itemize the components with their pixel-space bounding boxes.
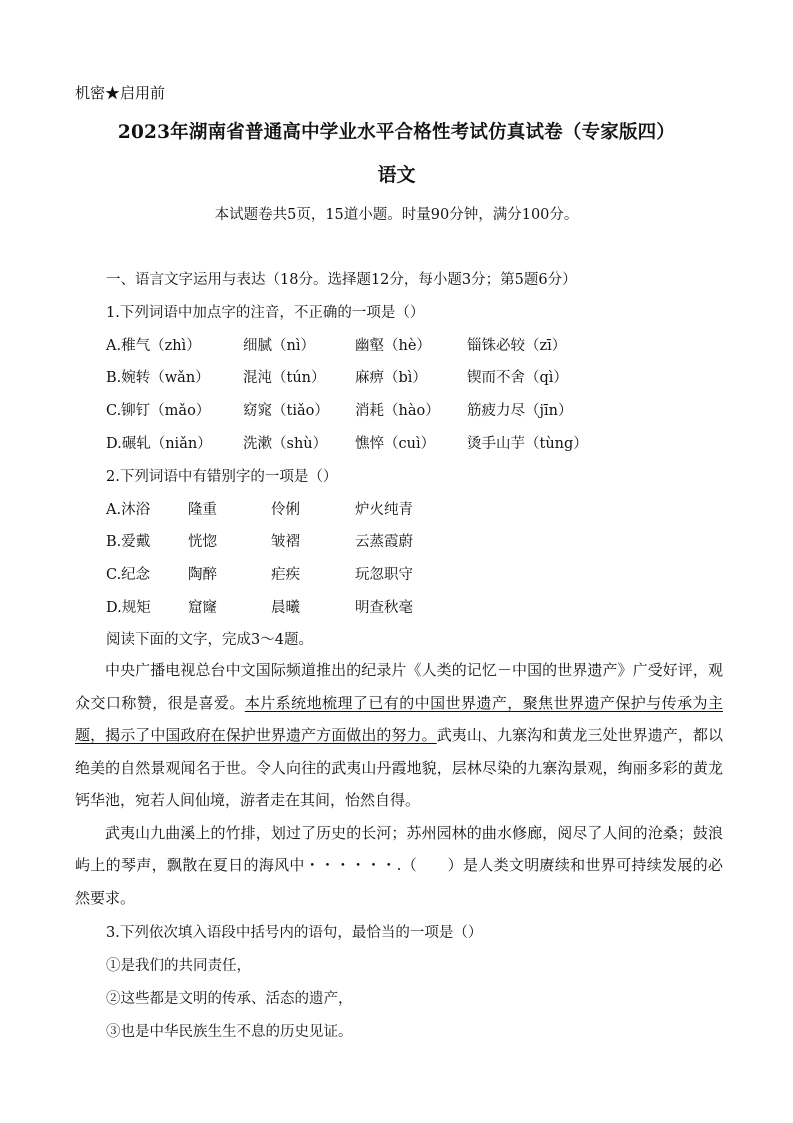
q1-option-c-word-3: 消耗（hào） <box>355 403 440 419</box>
question-2-stem: 2.下列词语中有错别字的一项是（） <box>106 469 338 485</box>
q2-option-d-word-2: 窟窿 <box>188 600 217 616</box>
q1-option-a-word-2: 细腻（nì） <box>243 338 315 354</box>
q1-option-d-word-4: 烫手山芋（tùng） <box>467 436 588 452</box>
passage-p1-part-b: 武夷山、九寨沟和黄龙三处世界遗产，都以绝美的自然景观闻名于世。令人向往的武夷山丹霞地貌，层林尽染的九寨沟景观，绚丽多彩的黄龙钙华池，宛若人间仙境，游者走在其间，怡然自得。 <box>75 726 723 809</box>
q1-option-b-word-2: 混沌（tún） <box>243 370 326 386</box>
q1-option-d-word-3: 憔悴（cuì） <box>355 436 436 452</box>
q1-option-a-word-1: A.稚气（zhì） <box>106 338 201 354</box>
q3-item-3: ③也是中华民族生生不息的历史见证。 <box>106 1024 353 1040</box>
q2-option-d-word-3: 晨曦 <box>271 600 300 616</box>
q2-option-d-word-4: 明查秋毫 <box>355 600 413 616</box>
q1-option-a-word-3: 幽壑（hè） <box>355 338 431 354</box>
q2-option-c-word-1: C.纪念 <box>106 567 151 583</box>
passage-paragraph-1 <box>75 654 723 817</box>
q2-option-a-word-1: A.沐浴 <box>106 502 151 518</box>
confidential-label: 机密★启用前 <box>75 84 166 102</box>
q2-option-b-word-1: B.爱戴 <box>106 534 151 550</box>
q2-option-c-word-3: 疟疾 <box>271 567 300 583</box>
q1-option-c-word-2: 窈窕（tiǎo） <box>243 403 329 419</box>
q2-option-c-word-2: 陶醉 <box>188 567 217 583</box>
subject-title: 语文 <box>377 164 416 186</box>
question-3-stem: 3.下列依次填入语段中括号内的语句，最恰当的一项是（） <box>106 925 483 941</box>
reading-passage <box>75 654 723 914</box>
question-1-stem: 1.下列词语中加点字的注音，不正确的一项是（） <box>106 305 425 321</box>
reading-intro: 阅读下面的文字，完成3～4题。 <box>106 632 313 648</box>
exam-title: 2023年湖南省普通高中学业水平合格性考试仿真试卷（专家版四） <box>117 122 676 143</box>
q3-item-2: ②这些都是文明的传承、活态的遗产， <box>106 991 353 1007</box>
q1-option-d-word-2: 洗漱（shù） <box>243 436 328 452</box>
section-heading: 一、语言文字运用与表达（18分。选择题12分，每小题3分；第5题6分） <box>106 272 577 288</box>
q1-option-b-word-3: 麻痹（bì） <box>355 370 427 386</box>
q1-option-b-word-1: B.婉转（wǎn） <box>106 370 210 386</box>
passage-underlined-sentence: 本片系统地梳理了已有的中国世界遗产，聚焦世界遗产保护与传承为主题，揭示了中国政府在保护世界遗产方面做出的努力。 <box>75 693 723 744</box>
q3-item-1: ①是我们的共同责任， <box>106 958 251 974</box>
exam-info: 本试题卷共5页，15道小题。时量90分钟，满分100分。 <box>214 207 579 223</box>
passage-paragraph-2: 武夷山九曲溪上的竹排，划过了历史的长河；苏州园林的曲水修廊，阅尽了人间的沧桑；鼓浪屿上的琴声，飘散在夏日的海风中・・・・・・.（ ）是人类文明赓续和世界可持续发展的必然要求。 <box>75 823 723 907</box>
q2-option-c-word-4: 玩忽职守 <box>355 567 413 583</box>
q2-option-a-word-3: 伶俐 <box>271 502 300 518</box>
q2-option-a-word-2: 隆重 <box>188 502 217 518</box>
passage-p1-part-a: 中央广播电视总台中文国际频道推出的纪录片《人类的记忆－中国的世界遗产》广受好评，观众交口称赞，很是喜爱。 <box>75 661 723 712</box>
q1-option-d-word-1: D.碾轧（niǎn） <box>106 436 212 452</box>
q2-option-d-word-1: D.规矩 <box>106 600 151 616</box>
q2-option-b-word-2: 恍惚 <box>188 534 217 550</box>
q2-option-b-word-4: 云蒸霞蔚 <box>355 534 413 550</box>
q2-option-b-word-3: 皱褶 <box>271 534 300 550</box>
q1-option-c-word-4: 筋疲力尽（jīn） <box>467 403 573 419</box>
q1-option-c-word-1: C.铆钉（mǎo） <box>106 403 211 419</box>
q1-option-b-word-4: 锲而不舍（qì） <box>467 370 568 386</box>
q1-option-a-word-4: 锱铢必较（zī） <box>467 338 567 354</box>
q2-option-a-word-4: 炉火纯青 <box>355 502 413 518</box>
